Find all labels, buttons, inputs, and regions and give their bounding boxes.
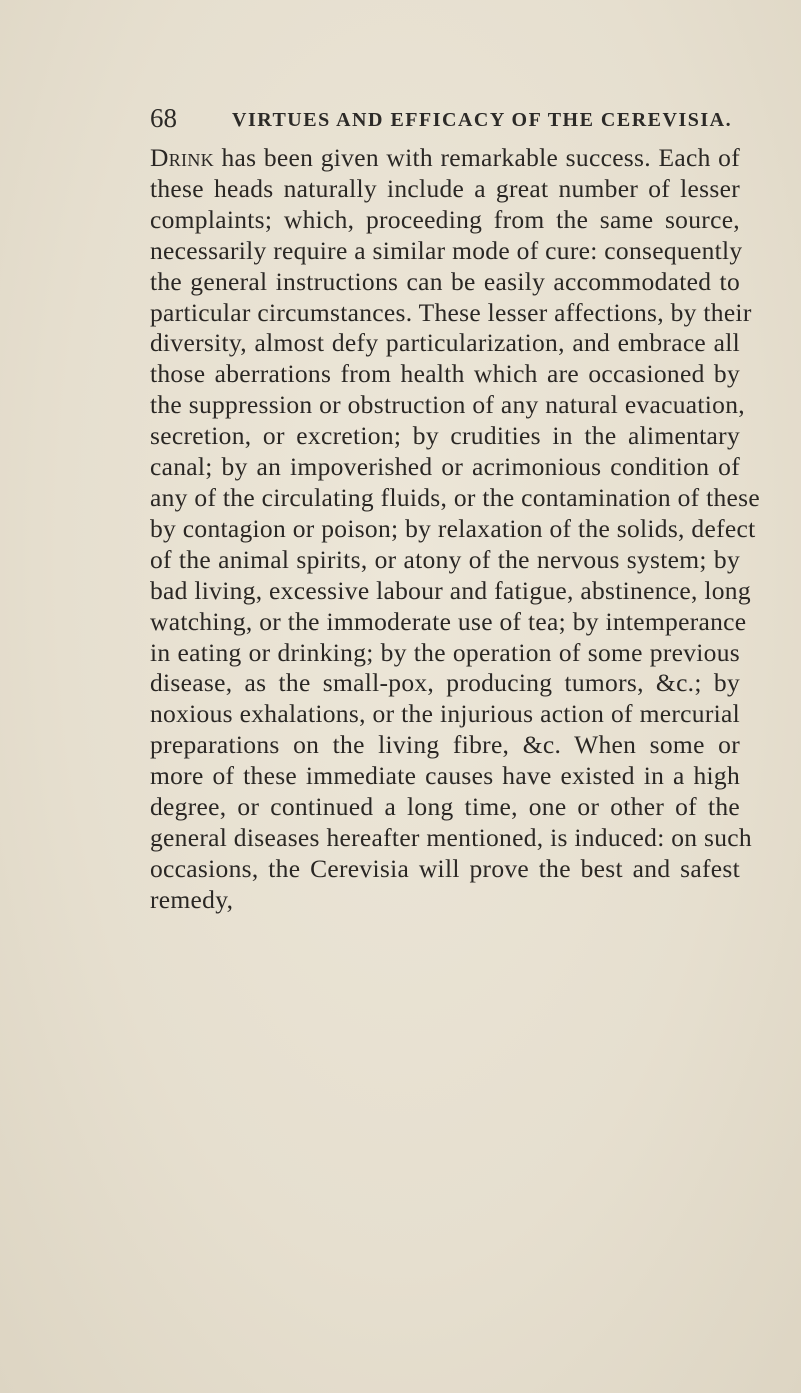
text-line: general diseases hereafter mentioned, is induced: on such xyxy=(150,822,752,852)
text-line: more of these immediate causes have existed in a high xyxy=(150,761,740,791)
lead-word: Drink xyxy=(150,143,214,172)
text-line: those aberrations from health which are occasioned by xyxy=(150,359,740,389)
text-line: canal; by an impoverished or acrimonious condition of xyxy=(150,452,740,482)
text-line: secretion, or excretion; by crudities in the alimentary xyxy=(150,421,740,451)
text-line: remedy, xyxy=(150,884,234,914)
text-line: the general instructions can be easily accommodated to xyxy=(150,266,740,296)
text-line: in eating or drinking; by the operation of some previous xyxy=(150,637,740,667)
body-paragraph xyxy=(150,143,760,916)
text-line: watching, or the immoderate use of tea; by intemperance xyxy=(150,606,747,636)
text-line: diversity, almost defy particularization, and embrace all xyxy=(150,328,740,358)
text-line: necessarily require a similar mode of cure: consequently xyxy=(150,235,743,265)
text-line: occasions, the Cerevisia will prove the best and safest xyxy=(150,853,740,883)
text-line: particular circumstances. These lesser affections, by their xyxy=(150,297,752,327)
text-line: preparations on the living fibre, &c. When some or xyxy=(150,730,740,760)
text-line: complaints; which, proceeding from the same source, xyxy=(150,204,740,234)
text-line: any of the circulating fluids, or the contamination of these xyxy=(150,482,760,512)
text-line-rest: has been given with remarkable success. Each of xyxy=(213,143,740,172)
text-line: degree, or continued a long time, one or other of the xyxy=(150,792,740,822)
text-line: disease, as the small-pox, producing tumors, &c.; by xyxy=(150,668,740,698)
text-line: by contagion or poison; by relaxation of the solids, defect xyxy=(150,513,756,543)
running-head: VIRTUES AND EFFICACY OF THE CEREVISIA. xyxy=(232,109,733,131)
text-line: these heads naturally include a great number of lesser xyxy=(150,173,740,203)
page-number: 68 xyxy=(150,103,177,133)
text-line: the suppression or obstruction of any natural evacuation, xyxy=(150,390,745,420)
text-line: noxious exhalations, or the injurious action of mercurial xyxy=(150,699,740,729)
text-line: bad living, excessive labour and fatigue, abstinence, long xyxy=(150,575,751,605)
page-header xyxy=(150,103,750,135)
text-line xyxy=(150,143,740,174)
text-line: of the animal spirits, or atony of the nervous system; by xyxy=(150,544,740,574)
